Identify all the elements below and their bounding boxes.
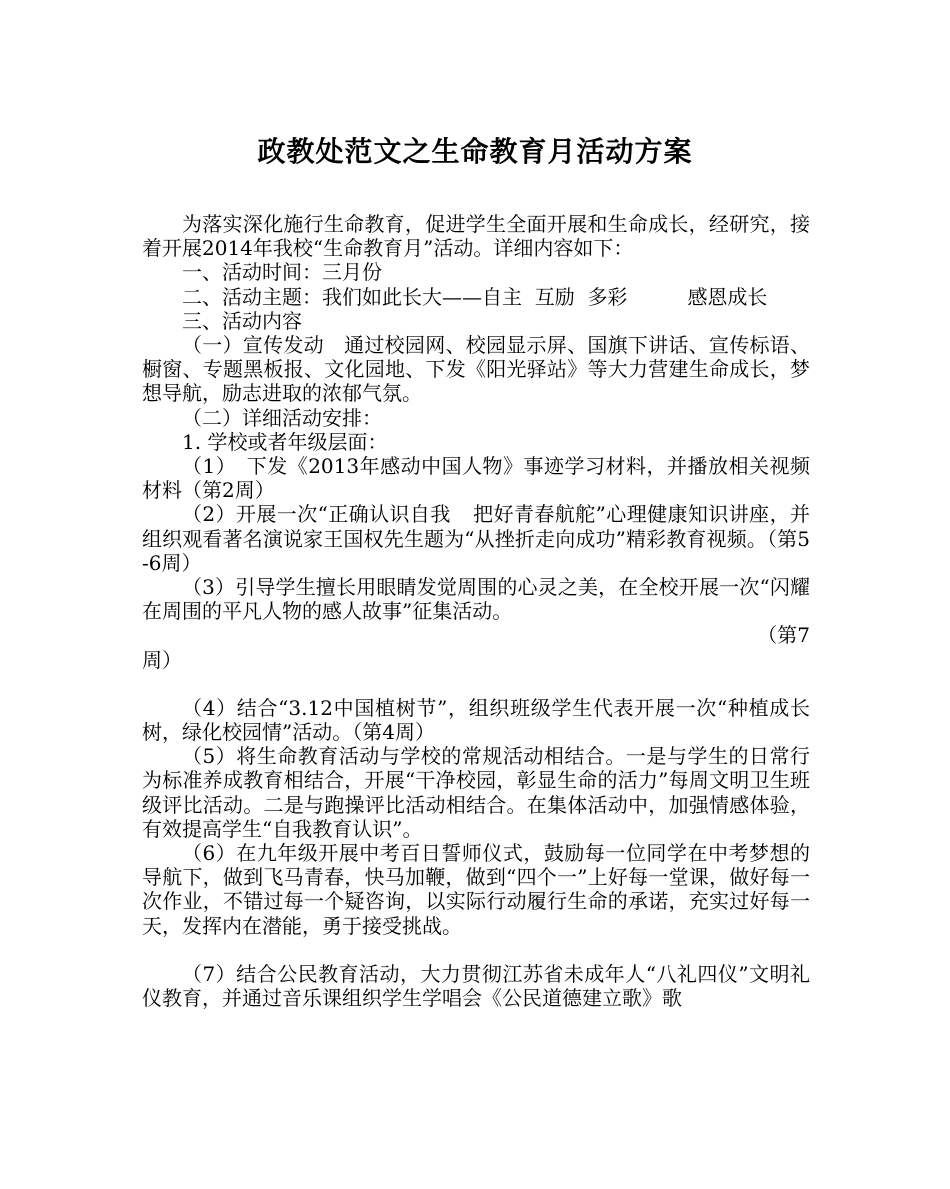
paragraph-item-7: （7）结合公民教育活动，大力贯彻江苏省未成年人“八礼四仪”文明礼仪教育，并通过音乐课组织学生学唱会《公民道德建立歌》歌 bbox=[142, 961, 810, 1011]
item-3-week bbox=[142, 623, 810, 647]
item-2-part-2: 把好青春航舵”心理健康知识讲座，并组织观看著名演说家王国权先生题为“从挫折走向成功”精彩教育视频。（第5-6周） bbox=[142, 502, 811, 575]
paragraph-level: 1. 学校或者年级层面： bbox=[182, 429, 388, 454]
theme-part-1: 二、活动主题：我们如此长大——自主 bbox=[182, 284, 522, 309]
paragraph-theme bbox=[142, 285, 810, 309]
document-title: 政教处范文之生命教育月活动方案 bbox=[257, 135, 693, 168]
paragraph-publicity: （一）宣传发动 通过校园网、校园显示屏、国旗下讲话、宣传标语、橱窗、专题黑板报、文化园地、下发《阳光驿站》等大力营建生命成长，梦想导航，励志进取的浓郁气氛。 bbox=[142, 333, 810, 406]
theme-part-4: 感恩成长 bbox=[687, 284, 768, 309]
paragraph-item-4: （4）结合“3.12中国植树节”，组织班级学生代表开展一次“种植成长树，绿化校园情”活动。（第4周） bbox=[142, 695, 810, 745]
document-body bbox=[142, 212, 810, 1010]
item-3-week-end: 周） bbox=[142, 647, 182, 672]
paragraph-time: 一、活动时间：三月份 bbox=[182, 260, 382, 285]
paragraph-intro: 为落实深化施行生命教育，促进学生全面开展和生命成长，经研究，接着开展2014年我校“生命教育月”活动。详细内容如下： bbox=[142, 212, 810, 261]
spacer bbox=[142, 672, 810, 696]
paragraph-content-heading: 三、活动内容 bbox=[182, 308, 302, 333]
spacer bbox=[142, 938, 810, 962]
item-3-week-label: （第7 bbox=[757, 623, 810, 648]
paragraph-item-6: （6）在九年级开展中考百日誓师仪式，鼓励每一位同学在中考梦想的导航下，做到飞马青春，快马加鞭，做到“四个一”上好每一堂课，做好每一次作业，不错过每一个疑咨询，以实际行动履行生命的承诺，充实过好每一天，发挥内在潜能，勇于接受挑战。 bbox=[142, 841, 810, 938]
paragraph-item-5: （5）将生命教育活动与学校的常规活动相结合。一是与学生的日常行为标准养成教育相结合，开展“干净校园，彰显生命的活力”每周文明卫生班级评比活动。二是与跑操评比活动相结合。在集体活动中，加强情感体验，有效提高学生“自我教育认识”。 bbox=[142, 744, 810, 841]
paragraph-item-3: （3）引导学生擅长用眼睛发觉周围的心灵之美，在全校开展一次“闪耀在周围的平凡人物的感人故事”征集活动。 bbox=[142, 575, 810, 624]
theme-part-3: 多彩 bbox=[587, 284, 628, 309]
paragraph-item-1: （1） 下发《2013年感动中国人物》事迹学习材料，并播放相关视频材料（第2周） bbox=[142, 454, 810, 503]
theme-part-2: 互励 bbox=[534, 284, 575, 309]
item-2-part-1: （2）开展一次“正确认识自我 bbox=[182, 502, 451, 527]
paragraph-item-2 bbox=[142, 502, 810, 575]
paragraph-arrangement: （二）详细活动安排： bbox=[182, 405, 382, 430]
